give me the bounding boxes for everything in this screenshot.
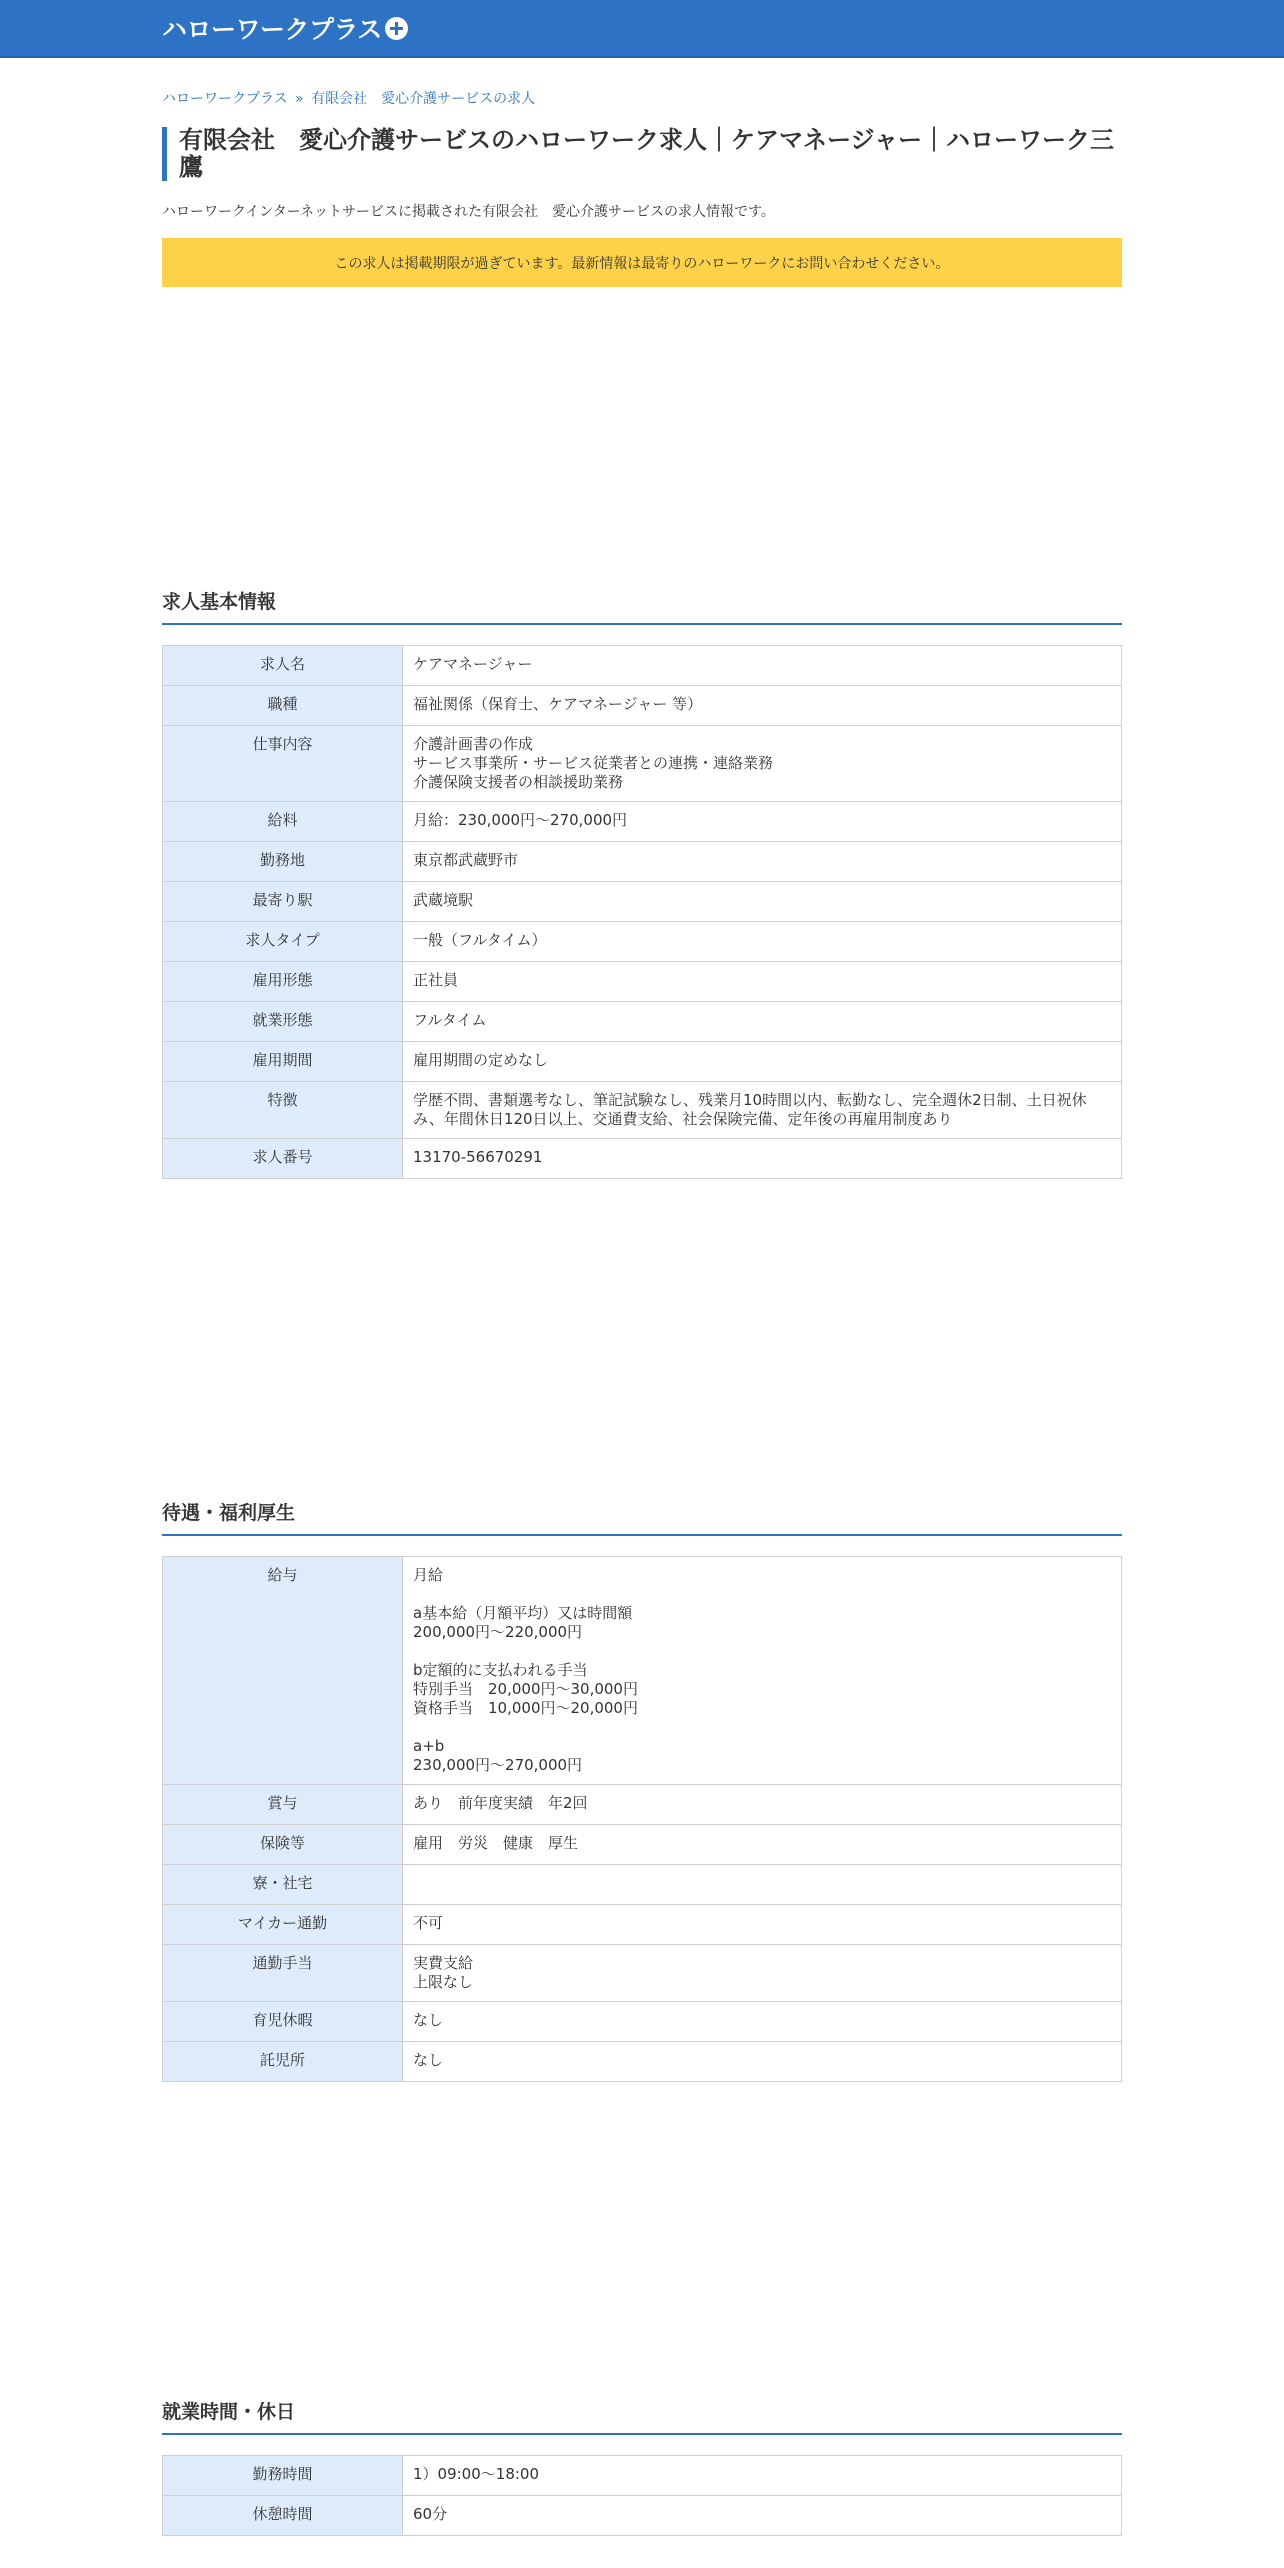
table-row [163, 2496, 1122, 2536]
table-row [163, 842, 1122, 882]
plus-circle-icon [385, 17, 408, 40]
row-value [403, 1865, 1122, 1905]
basic-info-body [163, 646, 1122, 1179]
table-row [163, 1002, 1122, 1042]
row-label: 託児所 [163, 2042, 403, 2082]
row-value: 月給：230,000円～270,000円 [403, 802, 1122, 842]
hours-info-table [162, 2455, 1122, 2536]
site-logo-text: ハローワークプラス [162, 15, 382, 44]
row-value: 介護計画書の作成 サービス事業所・サービス従業者との連携・連絡業務 介護保険支援者の相談援助業務 [403, 726, 1122, 802]
table-row [163, 1905, 1122, 1945]
breadcrumb-current-link[interactable]: 有限会社 愛心介護サービスの求人 [311, 91, 536, 107]
row-label: 寮・社宅 [163, 1865, 403, 1905]
table-row [163, 882, 1122, 922]
row-value: フルタイム [403, 1002, 1122, 1042]
row-value: 月給 a基本給（月額平均）又は時間額 200,000円～220,000円 b定額的に支払われる手当 特別手当 20,000円～30,000円 資格手当 10,000円～20,000円 a+b 230,000円～270,000円 [403, 1557, 1122, 1785]
row-label: 通勤手当 [163, 1945, 403, 2002]
page-lead-text: ハローワークインターネットサービスに掲載された有限会社 愛心介護サービスの求人情報です。 [162, 204, 775, 220]
row-label: 給料 [163, 802, 403, 842]
row-value: 雇用期間の定めなし [403, 1042, 1122, 1082]
row-label: 求人名 [163, 646, 403, 686]
main-content [162, 88, 1122, 2536]
ad-space [162, 287, 1122, 587]
welfare-info-table [162, 1556, 1122, 2082]
table-row [163, 802, 1122, 842]
row-label: 保険等 [163, 1825, 403, 1865]
table-row [163, 1785, 1122, 1825]
site-logo-link[interactable] [162, 10, 408, 46]
section-heading-hours: 就業時間・休日 [162, 2397, 1122, 2435]
row-value: ケアマネージャー [403, 646, 1122, 686]
table-row [163, 1865, 1122, 1905]
welfare-info-body [163, 1557, 1122, 2082]
section-heading-basic: 求人基本情報 [162, 587, 1122, 625]
row-label: 特徴 [163, 1082, 403, 1139]
table-row [163, 2002, 1122, 2042]
row-value: 東京都武蔵野市 [403, 842, 1122, 882]
table-row [163, 1557, 1122, 1785]
row-label: 育児休暇 [163, 2002, 403, 2042]
row-label: 賞与 [163, 1785, 403, 1825]
row-label: 求人タイプ [163, 922, 403, 962]
table-row [163, 2456, 1122, 2496]
row-label: 就業形態 [163, 1002, 403, 1042]
row-value: 1）09:00～18:00 [403, 2456, 1122, 2496]
ad-space [162, 2082, 1122, 2397]
row-value: 13170-56670291 [403, 1139, 1122, 1179]
row-label: マイカー通勤 [163, 1905, 403, 1945]
ad-space [162, 1179, 1122, 1498]
breadcrumb-separator: » [295, 91, 304, 107]
table-row [163, 1082, 1122, 1139]
table-row [163, 962, 1122, 1002]
row-label: 雇用形態 [163, 962, 403, 1002]
page-title: 有限会社 愛心介護サービスのハローワーク求人｜ケアマネージャー｜ハローワーク三鷹 [162, 127, 1122, 181]
row-value: 不可 [403, 1905, 1122, 1945]
row-value: 一般（フルタイム） [403, 922, 1122, 962]
row-value: なし [403, 2002, 1122, 2042]
row-value: 学歴不問、書類選考なし、筆記試験なし、残業月10時間以内、転勤なし、完全週休2日制、土日祝休み、年間休日120日以上、交通費支給、社会保険完備、定年後の再雇用制度あり [403, 1082, 1122, 1139]
table-row [163, 686, 1122, 726]
site-header [0, 0, 1284, 58]
row-value: 実費支給 上限なし [403, 1945, 1122, 2002]
row-label: 勤務時間 [163, 2456, 403, 2496]
basic-info-table [162, 645, 1122, 1179]
row-value: 雇用 労災 健康 厚生 [403, 1825, 1122, 1865]
table-row [163, 726, 1122, 802]
row-value: 武蔵境駅 [403, 882, 1122, 922]
row-label: 仕事内容 [163, 726, 403, 802]
expired-notice-text: この求人は掲載期限が過ぎています。最新情報は最寄りのハローワークにお問い合わせください。 [334, 255, 950, 272]
row-label: 勤務地 [163, 842, 403, 882]
row-value: 福祉関係（保育士、ケアマネージャー 等） [403, 686, 1122, 726]
table-row [163, 1945, 1122, 2002]
row-label: 求人番号 [163, 1139, 403, 1179]
table-row [163, 1042, 1122, 1082]
row-value: あり 前年度実績 年2回 [403, 1785, 1122, 1825]
row-value: 60分 [403, 2496, 1122, 2536]
table-row [163, 646, 1122, 686]
breadcrumb-home-link[interactable]: ハローワークプラス [162, 91, 288, 107]
row-label: 最寄り駅 [163, 882, 403, 922]
table-row [163, 1139, 1122, 1179]
table-row [163, 922, 1122, 962]
row-label: 雇用期間 [163, 1042, 403, 1082]
row-label: 休憩時間 [163, 2496, 403, 2536]
section-heading-welfare: 待遇・福利厚生 [162, 1498, 1122, 1536]
hours-info-body [163, 2456, 1122, 2536]
table-row [163, 2042, 1122, 2082]
breadcrumb [162, 88, 1122, 108]
row-value: 正社員 [403, 962, 1122, 1002]
row-label: 給与 [163, 1557, 403, 1785]
expired-notice-banner [162, 238, 1122, 287]
table-row [163, 1825, 1122, 1865]
row-label: 職種 [163, 686, 403, 726]
header-inner [162, 0, 1122, 56]
row-value: なし [403, 2042, 1122, 2082]
